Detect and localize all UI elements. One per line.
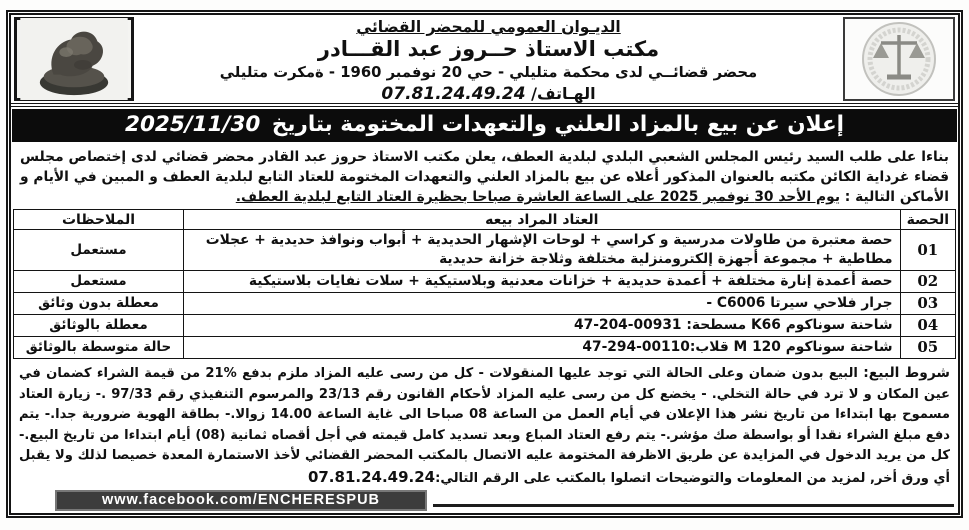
office-name: مكتب الاستاذ حــروز عبد القـــادر — [317, 37, 660, 61]
banner-text: إعلان عن بيع بالمزاد العلني والتعهدات المختومة بتاريخ — [271, 112, 844, 137]
gavel-photo-image — [18, 18, 130, 100]
item-description: شاحنة سوناكوم K66 مسطحة: 00931-204-47 — [184, 315, 901, 337]
item-notes: مستعمل — [14, 271, 184, 293]
item-notes: معطلة بدون وثائق — [14, 293, 184, 315]
document-frame — [6, 10, 963, 518]
lot-number: 01 — [900, 230, 955, 271]
table-row — [14, 315, 956, 337]
table-row — [14, 271, 956, 293]
gavel-photo — [14, 17, 134, 101]
item-notes: مستعمل — [14, 230, 184, 271]
lot-number: 02 — [900, 271, 955, 293]
table-row — [14, 337, 956, 359]
item-notes: معطلة بالوثائق — [14, 315, 184, 337]
lots-table — [13, 209, 956, 359]
conditions-text: البيع بدون ضمان وعلى الحالة التي توجد عليها المنقولات - كل من رسى عليه المزاد ملزم بدفع %21 من قيمة الشراء كضمان في عين المكان و لا ترد في حالة التخلي. - يخضع كل من رسى عليه المزاد لأحكام القانون رقم 23/13 والمرسوم التنفيذي رقم 97/33 .- زيارة العتاد مسموح بها ابتداءا من تاريخ نشر هذا الإعلان في أيام العمل من الساعة 08 صباحا الى غاية الساعة 14.00 زوالا.- بطاقة الهوية ضرورية جدا.- يتم دفع مبلغ الشراء نقدا أو بواسطة صك مؤشر.- يتم رفع العتاد المباع وبعد تسديد كامل قيمته في أجل أقصاه ثمانية (08) أيام ابتداءا من تاريخ البيع.- كل من يريد الدخول في المزايدة عن طريق الاظرفة المختومة عليه الاتصال بالمكتب المحضر القضائي لأخذ الاستمارة المعدة خصيصا لذلك ولا يقبل أي ورق أخر, لمزيد من المعلومات والتوضيحات اتصلوا بالمكتب على الرقم التالي: — [19, 366, 951, 486]
table-row — [14, 293, 956, 315]
table-row — [14, 230, 956, 271]
intro-paragraph — [11, 144, 958, 208]
phone-number: 07.81.24.49.24 — [381, 84, 526, 104]
justice-scales-emblem — [843, 17, 955, 101]
office-letterhead — [134, 17, 843, 104]
document-header — [11, 15, 958, 107]
item-description: حصة معتبرة من طاولات مدرسية و كراسي + لوحات الإشهار الحديدية + أبواب ونوافذ حديدية + عجلات مطاطية + مجموعة أجهزة إلكترومنزلية مختلفة وثلاجة خزانة حديدية — [184, 230, 901, 271]
banner-date: 2025/11/30 — [124, 112, 261, 137]
header-lot: الحصة — [900, 210, 955, 230]
lot-number: 03 — [900, 293, 955, 315]
phone-label: الهـاتف/ — [531, 84, 596, 103]
header-notes: الملاحظات — [14, 210, 184, 230]
announcement-banner — [12, 109, 957, 142]
office-title: الديـوان العمومي للمحضر القضائي — [356, 18, 621, 36]
lot-number: 05 — [900, 337, 955, 359]
office-description: محضر قضائــي لدى محكمة متليلي - حي 20 نوفمبر 1960 - ةمكرت متليلي — [219, 64, 758, 81]
facebook-url-bar: www.facebook.com/ENCHERESPUB — [55, 490, 427, 511]
conditions-phone: 07.81.24.49.24 — [307, 467, 436, 486]
phone-line — [134, 83, 843, 105]
footer-divider — [433, 504, 954, 507]
header-item: العتاد المراد بيعه — [184, 210, 901, 230]
item-description: شاحنة سوناكوم M 120 قلاب:00110-294-47 — [184, 337, 901, 359]
scales-icon — [851, 19, 947, 99]
sale-conditions — [11, 359, 958, 489]
document-footer — [11, 489, 958, 513]
table-header-row — [14, 210, 956, 230]
intro-date-underlined: يوم الأحد 30 نوفمبر 2025 على الساعة العاشرة صباحا بحظيرة العتاد التابع لبلدية العطف. — [235, 189, 840, 205]
item-description: جرار فلاحي سيرتا C6006 - — [184, 293, 901, 315]
item-description: حصة أعمدة إنارة مختلفة + أعمدة حديدية + خزانات معدنية وبلاستيكية + سلات نفايات بلاستيكية — [184, 271, 901, 293]
conditions-label: شروط البيع: — [863, 365, 950, 381]
intro-text: بناءا على طلب السيد رئيس المجلس الشعبي البلدي لبلدية العطف، يعلن مكتب الاستاذ حروز عبد القادر محضر قضائي لدى إختصاص مجلس قضاء غرداية الكائن مكتبه بالعنوان المذكور أعلاه عن بيع بالمزاد العلني والتعهدات المختومة للعتاد التابع لبلدية العطف و المبين في الأيام و الأماكن التالية : — [20, 149, 949, 205]
item-notes: حالة متوسطة بالوثائق — [14, 337, 184, 359]
lot-number: 04 — [900, 315, 955, 337]
